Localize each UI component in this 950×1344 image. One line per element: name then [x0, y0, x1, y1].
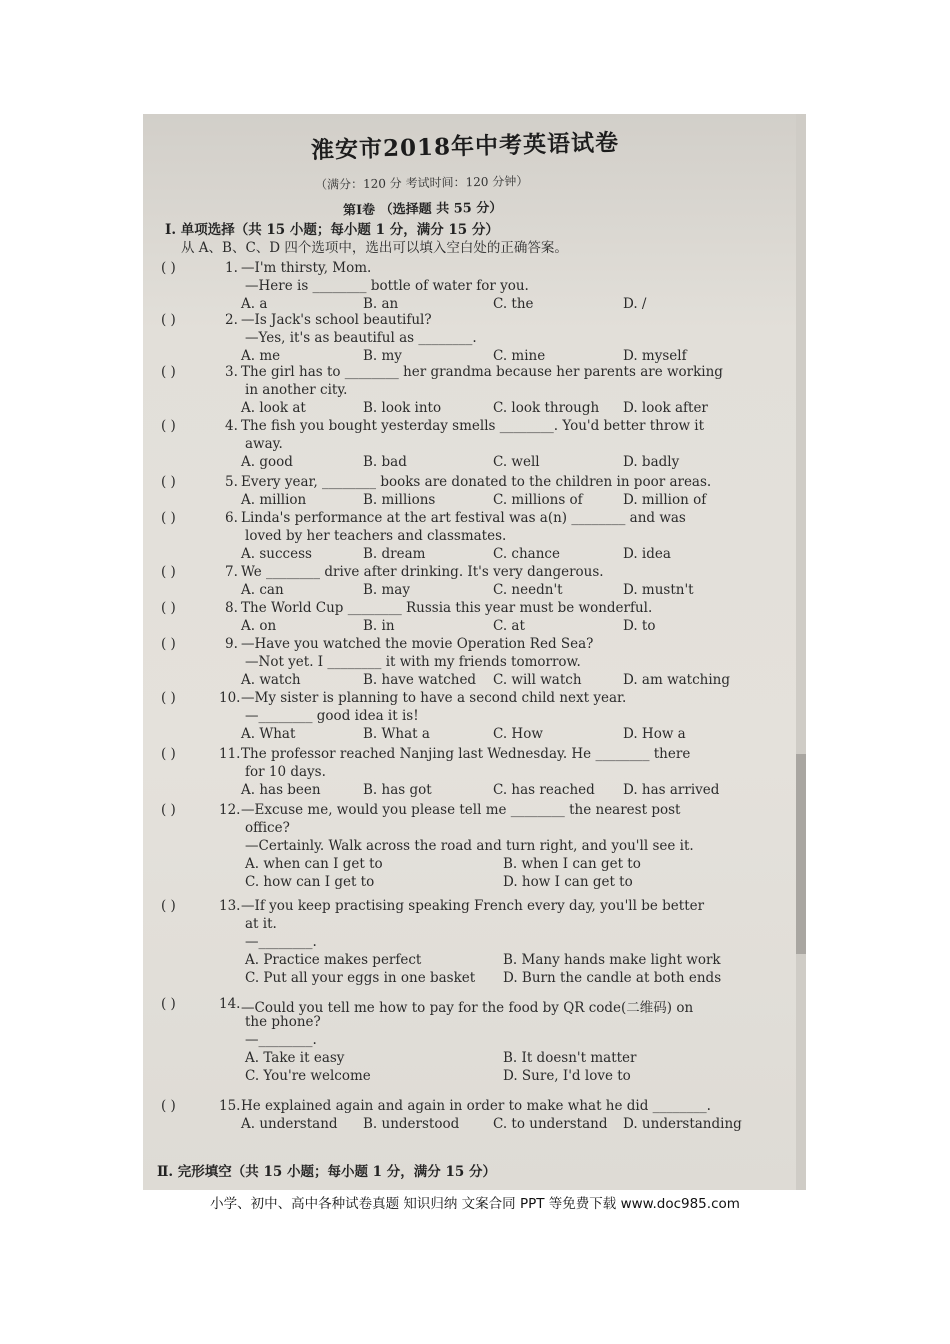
- question-text: —Could you tell me how to pay for the food by QR code(二维码) on: [241, 1000, 694, 1016]
- section1-title: Ⅰ. 单项选择（共 15 小题；每小题 1 分，满分 15 分）: [165, 222, 499, 238]
- option-d[interactable]: D. am watching: [623, 672, 731, 688]
- question-number: 4.: [225, 418, 238, 434]
- question-text: the phone?: [245, 1014, 321, 1030]
- question-text: —Have you watched the movie Operation Red Sea?: [241, 636, 594, 652]
- question-number: 5.: [225, 474, 238, 490]
- question-text: We ________ drive after drinking. It's very dangerous.: [241, 564, 604, 580]
- question-text: The World Cup ________ Russia this year must be wonderful.: [241, 600, 653, 616]
- option-d[interactable]: D. badly: [623, 454, 680, 470]
- option-d[interactable]: D. /: [623, 296, 647, 312]
- option-c[interactable]: C. well: [493, 454, 540, 470]
- option-b[interactable]: B. millions: [363, 492, 436, 508]
- answer-paren[interactable]: ( ): [161, 312, 176, 328]
- option-b[interactable]: B. have watched: [363, 672, 477, 688]
- question-text: The professor reached Nanjing last Wednesday. He ________ there: [241, 746, 691, 762]
- option-a[interactable]: A. look at: [241, 400, 306, 416]
- option-a[interactable]: A. success: [241, 546, 312, 562]
- option-c[interactable]: C. at: [493, 618, 525, 634]
- option-d[interactable]: D. to: [623, 618, 656, 634]
- question-number: 8.: [225, 600, 238, 616]
- question-text: —________.: [245, 934, 317, 950]
- option-b[interactable]: B. bad: [363, 454, 407, 470]
- question-text: —I'm thirsty, Mom.: [241, 260, 372, 276]
- option-b[interactable]: B. dream: [363, 546, 426, 562]
- question-text: —________.: [245, 1032, 317, 1048]
- option-a[interactable]: A. me: [241, 348, 281, 364]
- answer-paren[interactable]: ( ): [161, 746, 176, 762]
- option-a[interactable]: A. watch: [241, 672, 301, 688]
- option-c[interactable]: C. How: [493, 726, 543, 742]
- question-number: 9.: [225, 636, 238, 652]
- question-text: —Not yet. I ________ it with my friends tomorrow.: [245, 654, 581, 670]
- option-a[interactable]: A. good: [241, 454, 293, 470]
- option-a[interactable]: A. has been: [241, 782, 321, 798]
- footer-text: 小学、初中、高中各种试卷真题 知识归纳 文案合同 PPT 等免费下载 www.doc985.com: [210, 1196, 740, 1212]
- option-a[interactable]: A. What: [241, 726, 296, 742]
- question-text: He explained again and again in order to make what he did ________.: [241, 1098, 711, 1114]
- answer-paren[interactable]: ( ): [161, 364, 176, 380]
- question-text: —Yes, it's as beautiful as ________.: [245, 330, 477, 346]
- answer-paren[interactable]: ( ): [161, 1098, 176, 1114]
- option-d[interactable]: D. has arrived: [623, 782, 720, 798]
- answer-paren[interactable]: ( ): [161, 260, 176, 276]
- option-d[interactable]: D. understanding: [623, 1116, 742, 1132]
- question-text: The fish you bought yesterday smells ________. You'd better throw it: [241, 418, 705, 434]
- exam-subtitle: （满分：120 分 考试时间：120 分钟）: [314, 174, 529, 192]
- option-c[interactable]: C. to understand: [493, 1116, 608, 1132]
- option-a[interactable]: A. Take it easy: [245, 1050, 345, 1066]
- question-text: —If you keep practising speaking French every day, you'll be better: [241, 898, 705, 914]
- exam-photo: [143, 114, 806, 1190]
- answer-paren[interactable]: ( ): [161, 802, 176, 818]
- option-d[interactable]: D. Sure, I'd love to: [503, 1068, 631, 1084]
- question-text: The girl has to ________ her grandma because her parents are working: [241, 364, 723, 380]
- option-d[interactable]: D. how I can get to: [503, 874, 633, 890]
- section1-instruction: 从 A、B、C、D 四个选项中，选出可以填入空白处的正确答案。: [181, 240, 568, 256]
- option-c[interactable]: C. needn't: [493, 582, 563, 598]
- answer-paren[interactable]: ( ): [161, 600, 176, 616]
- answer-paren[interactable]: ( ): [161, 418, 176, 434]
- option-c[interactable]: C. the: [493, 296, 534, 312]
- option-d[interactable]: D. mustn't: [623, 582, 694, 598]
- answer-paren[interactable]: ( ): [161, 996, 176, 1012]
- answer-paren[interactable]: ( ): [161, 564, 176, 580]
- option-d[interactable]: D. million of: [623, 492, 707, 508]
- option-b[interactable]: B. may: [363, 582, 410, 598]
- question-number: 10.: [219, 690, 241, 706]
- option-b[interactable]: B. has got: [363, 782, 432, 798]
- answer-paren[interactable]: ( ): [161, 636, 176, 652]
- question-text: Every year, ________ books are donated to the children in poor areas.: [241, 474, 712, 490]
- option-c[interactable]: C. look through: [493, 400, 600, 416]
- option-d[interactable]: D. myself: [623, 348, 687, 364]
- question-text: for 10 days.: [245, 764, 326, 780]
- option-c[interactable]: C. mine: [493, 348, 546, 364]
- part-header: 第Ⅰ卷 （选择题 共 55 分）: [342, 200, 503, 219]
- question-number: 3.: [225, 364, 238, 380]
- question-text: —My sister is planning to have a second child next year.: [241, 690, 627, 706]
- option-d[interactable]: D. idea: [623, 546, 671, 562]
- option-c[interactable]: C. how can I get to: [245, 874, 375, 890]
- question-number: 6.: [225, 510, 238, 526]
- question-text: —Here is ________ bottle of water for you.: [245, 278, 529, 294]
- option-a[interactable]: A. a: [241, 296, 268, 312]
- option-d[interactable]: D. Burn the candle at both ends: [503, 970, 722, 986]
- option-b[interactable]: B. What a: [363, 726, 430, 742]
- option-c[interactable]: C. has reached: [493, 782, 595, 798]
- question-text: at it.: [245, 916, 277, 932]
- question-text: —Is Jack's school beautiful?: [241, 312, 432, 328]
- option-c[interactable]: C. chance: [493, 546, 560, 562]
- option-b[interactable]: B. in: [363, 618, 395, 634]
- option-a[interactable]: A. million: [241, 492, 307, 508]
- question-number: 11.: [219, 746, 241, 762]
- question-text: in another city.: [245, 382, 348, 398]
- option-b[interactable]: B. look into: [363, 400, 442, 416]
- question-number: 15.: [219, 1098, 241, 1114]
- option-d[interactable]: D. How a: [623, 726, 686, 742]
- exam-title: 淮安市2018年中考英语试卷: [310, 128, 620, 165]
- option-b[interactable]: B. when I can get to: [503, 856, 641, 872]
- option-c[interactable]: C. You're welcome: [245, 1068, 371, 1084]
- answer-paren[interactable]: ( ): [161, 898, 176, 914]
- question-text: —Certainly. Walk across the road and turn right, and you'll see it.: [245, 838, 694, 854]
- question-number: 14.: [219, 996, 241, 1012]
- option-c[interactable]: C. Put all your eggs in one basket: [245, 970, 476, 986]
- option-b[interactable]: B. understood: [363, 1116, 460, 1132]
- option-a[interactable]: A. understand: [241, 1116, 338, 1132]
- option-a[interactable]: A. Practice makes perfect: [245, 952, 422, 968]
- option-b[interactable]: B. It doesn't matter: [503, 1050, 637, 1066]
- question-number: 2.: [225, 312, 238, 328]
- answer-paren[interactable]: ( ): [161, 510, 176, 526]
- question-text: —Excuse me, would you please tell me ________ the nearest post: [241, 802, 681, 818]
- question-number: 7.: [225, 564, 238, 580]
- question-number: 1.: [225, 260, 238, 276]
- question-number: 13.: [219, 898, 241, 914]
- question-text: loved by her teachers and classmates.: [245, 528, 507, 544]
- answer-paren[interactable]: ( ): [161, 474, 176, 490]
- question-text: office?: [245, 820, 290, 836]
- option-a[interactable]: A. on: [241, 618, 277, 634]
- option-d[interactable]: D. look after: [623, 400, 708, 416]
- option-b[interactable]: B. my: [363, 348, 402, 364]
- question-number: 12.: [219, 802, 241, 818]
- question-text: Linda's performance at the art festival was a(n) ________ and was: [241, 510, 686, 526]
- option-a[interactable]: A. can: [241, 582, 284, 598]
- question-text: —________ good idea it is!: [245, 708, 419, 724]
- option-c[interactable]: C. millions of: [493, 492, 583, 508]
- section2-title: Ⅱ. 完形填空（共 15 小题；每小题 1 分，满分 15 分）: [157, 1164, 496, 1180]
- option-c[interactable]: C. will watch: [493, 672, 582, 688]
- option-b[interactable]: B. Many hands make light work: [503, 952, 721, 968]
- answer-paren[interactable]: ( ): [161, 690, 176, 706]
- question-text: away.: [245, 436, 283, 452]
- option-b[interactable]: B. an: [363, 296, 399, 312]
- option-a[interactable]: A. when can I get to: [245, 856, 383, 872]
